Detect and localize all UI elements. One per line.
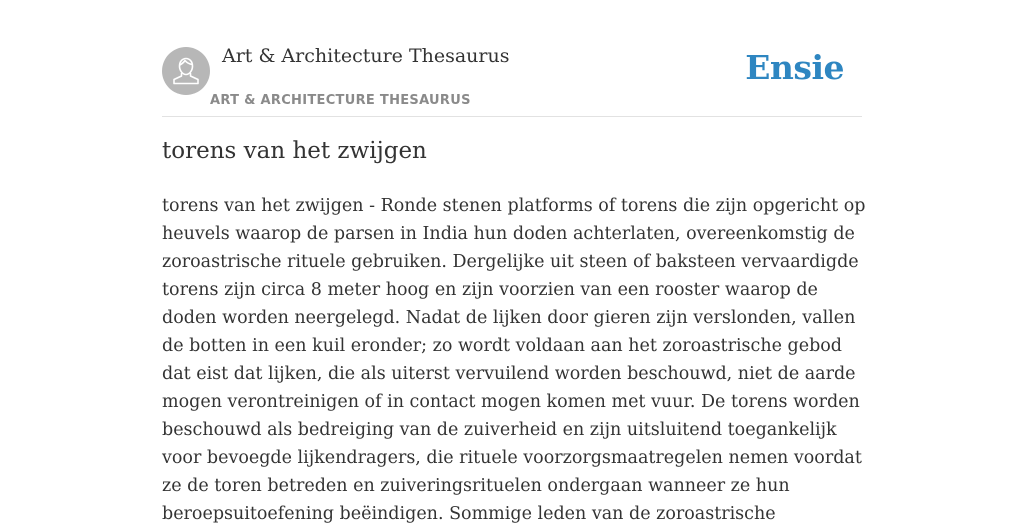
author-subtitle-link[interactable]: ART & ARCHITECTURE THESAURUS: [210, 93, 471, 108]
article-body: torens van het zwijgen - Ronde stenen platforms of torens die zijn opgericht op heuvels waarop de parsen in India hun doden achterlaten, overeenkomstig de zoroastrische rituele gebruiken. Dergelijke uit steen of baksteen vervaardigde torens zijn circa 8 meter hoog en zijn voorzien van een rooster waarop de doden worden neergelegd. Nadat de lijken door gieren zijn verslonden, vallen de botten in een kuil eronder; zo wordt voldaan aan het zoroastrische gebod dat eist dat lijken, die als uiterst vervuilend worden beschouwd, niet de aarde mogen verontreinigen of in contact mogen komen met vuur. De torens worden beschouwd als bedreiging van de zuiverheid en zijn uitsluitend toegankelijk voor bevoegde lijkendragers, die rituele voorzorgsmaatregelen nemen voordat ze de toren betreden en zuiveringsrituelen ondergaan wanneer ze hun beroepsuitoefening beëindigen. Sommige leden van de zoroastrische: [162, 196, 866, 524]
author-avatar[interactable]: [162, 47, 210, 95]
author-name-link[interactable]: Art & Architecture Thesaurus: [222, 45, 510, 67]
header: [162, 0, 862, 117]
user-silhouette-icon: [162, 47, 210, 95]
article-title: torens van het zwijgen: [162, 138, 427, 164]
ensie-logo[interactable]: Ensie: [745, 48, 844, 87]
